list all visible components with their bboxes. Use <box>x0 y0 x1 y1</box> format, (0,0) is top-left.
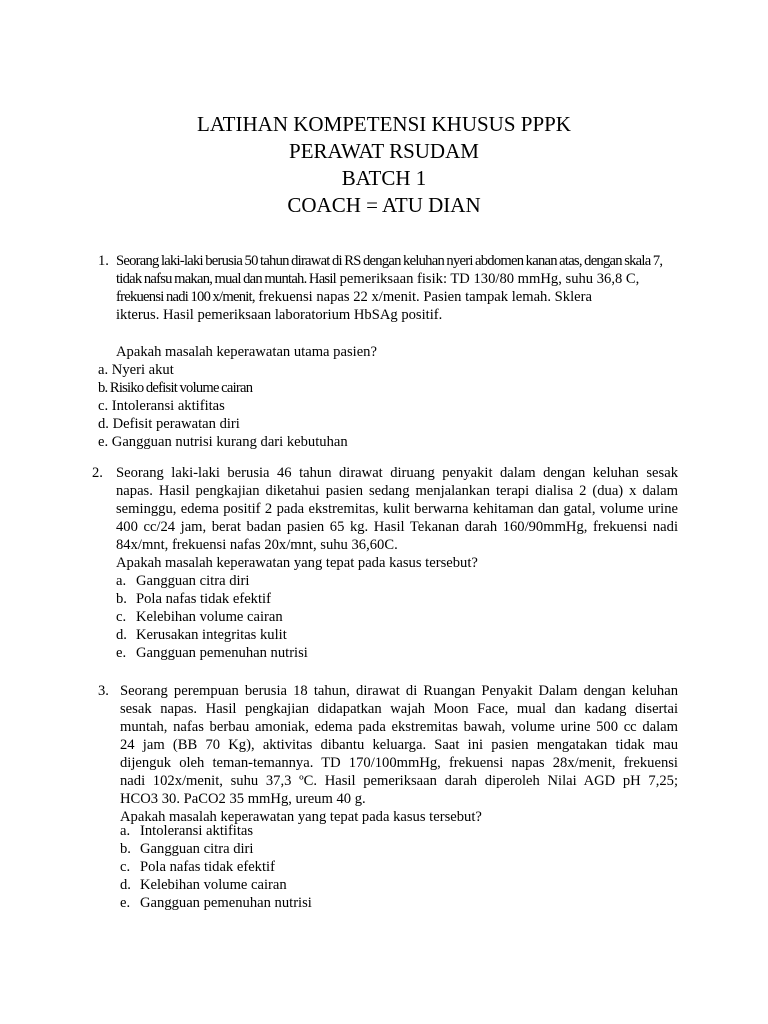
option-text: Intoleransi aktifitas <box>140 823 254 839</box>
option-text: Gangguan citra diri <box>140 841 254 857</box>
title-line: COACH = ATU DIAN <box>287 193 481 217</box>
option-a[interactable] <box>120 822 312 840</box>
option-d[interactable]: d. Defisit perawatan diri <box>98 416 240 432</box>
option-c[interactable] <box>120 858 312 876</box>
option-e[interactable]: e. Gangguan nutrisi kurang dari kebutuhan <box>98 434 348 450</box>
option-e[interactable] <box>120 894 312 912</box>
option-letter: d. <box>116 627 127 643</box>
option-a[interactable]: a. Nyeri akut <box>98 362 174 378</box>
option-letter: a. <box>120 823 131 839</box>
stem-line-part: tidak nafsu makan, mual dan muntah. Hasil <box>116 271 336 287</box>
stem-line: dijenguk oleh teman-temannya. TD 170/100mmHg, frekuensi napas 28x/menit, frekuensi <box>120 755 678 771</box>
question-stem <box>120 682 678 826</box>
option-letter: e. <box>120 895 131 911</box>
option-b[interactable] <box>116 590 308 608</box>
option-d[interactable] <box>116 626 308 644</box>
title-line: LATIHAN KOMPETENSI KHUSUS PPPK <box>197 112 571 136</box>
option-letter: a. <box>116 573 127 589</box>
question-number: 1. <box>98 253 109 269</box>
option-text: Gangguan pemenuhan nutrisi <box>140 895 312 911</box>
option-text: Kelebihan volume cairan <box>140 877 287 893</box>
stem-line: HCO3 30. PaCO2 35 mmHg, ureum 40 g. <box>120 791 366 807</box>
option-text: Kerusakan integritas kulit <box>136 627 287 643</box>
stem-line-part: frekuensi nadi 100 x/menit, <box>116 289 255 305</box>
title-line: PERAWAT RSUDAM <box>289 139 479 163</box>
question-3-options <box>120 822 312 912</box>
option-letter: c. <box>120 859 131 875</box>
question-number: 2. <box>92 465 103 481</box>
option-letter: b. <box>116 591 127 607</box>
option-a[interactable] <box>116 572 308 590</box>
question-1-options <box>98 361 348 451</box>
option-text: Pola nafas tidak efektif <box>140 859 275 875</box>
stem-line: ikterus. Hasil pemeriksaan laboratorium HbSAg positif. <box>116 307 443 323</box>
stem-line: 400 cc/24 jam, berat badan pasien 65 kg. Hasil Tekanan darah 160/90mmHg, frekuensi nadi <box>116 519 678 535</box>
title-line: BATCH 1 <box>341 166 427 190</box>
stem-line: Seorang laki-laki berusia 50 tahun dirawat di RS dengan keluhan nyeri abdomen kanan atas, dengan skala 7, <box>116 253 663 269</box>
question-2-options <box>116 572 308 662</box>
option-text: Kelebihan volume cairan <box>136 609 283 625</box>
stem-line: tidak nafsu makan, mual dan muntah. Hasil pemeriksaan fisik: TD 130/80 mmHg, suhu 36,8 C, <box>116 271 640 287</box>
stem-line: Seorang perempuan berusia 18 tahun, dirawat di Ruangan Penyakit Dalam dengan keluhan <box>120 683 678 699</box>
option-c[interactable]: c. Intoleransi aktifitas <box>98 398 225 414</box>
option-b[interactable] <box>120 840 312 858</box>
stem-line: frekuensi nadi 100 x/menit, frekuensi napas 22 x/menit. Pasien tampak lemah. Sklera <box>116 289 592 305</box>
stem-line: Seorang laki-laki berusia 46 tahun dirawat diruang penyakit dalam dengan keluhan sesak <box>116 465 678 481</box>
document-title <box>0 111 768 219</box>
question-stem <box>116 252 678 324</box>
stem-line: muntah, nafas berbau amoniak, edema pada ekstremitas bawah, volume urine 500 cc dalam <box>120 719 678 735</box>
option-letter: c. <box>116 609 127 625</box>
option-letter: b. <box>120 841 131 857</box>
option-text: Pola nafas tidak efektif <box>136 591 271 607</box>
stem-line: napas. Hasil pengkajian diketahui pasien sedang menjalankan terapi dialisa 2 (dua) x dalam <box>116 483 678 499</box>
stem-line: seminggu, edema positif 2 pada ekstremitas, kulit berwarna kehitaman dan gatal, volume urine <box>116 501 678 517</box>
question-prompt: Apakah masalah keperawatan yang tepat pada kasus tersebut? <box>120 809 482 825</box>
stem-line: 24 jam (BB 70 Kg), aktivitas dibantu keluarga. Saat ini pasien mengatakan tidak mau <box>120 737 678 753</box>
option-e[interactable] <box>116 644 308 662</box>
question-1-prompt: Apakah masalah keperawatan utama pasien? <box>116 344 377 360</box>
option-b[interactable]: b. Risiko defisit volume cairan <box>98 380 253 396</box>
option-text: Gangguan pemenuhan nutrisi <box>136 645 308 661</box>
option-d[interactable] <box>120 876 312 894</box>
stem-line: 84x/mnt, frekuensi nafas 20x/mnt, suhu 36,60C. <box>116 537 398 553</box>
question-number: 3. <box>98 683 109 699</box>
option-letter: e. <box>116 645 127 661</box>
question-prompt: Apakah masalah keperawatan yang tepat pada kasus tersebut? <box>116 555 478 571</box>
stem-line: sesak napas. Hasil pengkajian didapatkan wajah Moon Face, mual dan kadang disertai <box>120 701 678 717</box>
option-c[interactable] <box>116 608 308 626</box>
option-text: Gangguan citra diri <box>136 573 250 589</box>
option-letter: d. <box>120 877 131 893</box>
question-stem <box>116 464 678 572</box>
stem-line: nadi 102x/menit, suhu 37,3 ºC. Hasil pemeriksaan darah diperoleh Nilai AGD pH 7,25; <box>120 773 678 789</box>
